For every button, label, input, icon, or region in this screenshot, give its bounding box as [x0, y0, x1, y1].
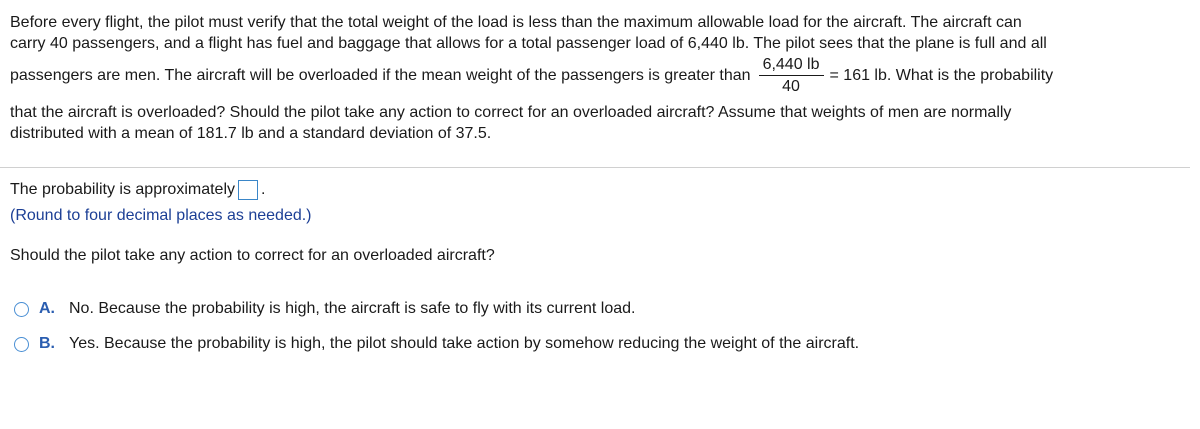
- rounding-hint: (Round to four decimal places as needed.): [10, 207, 312, 224]
- option-b-text: Yes. Because the probability is high, the pilot should take action by somehow reducing the weight of the aircraft.: [69, 335, 860, 352]
- option-a[interactable]: [14, 300, 636, 318]
- problem-line-1: Before every flight, the pilot must verify that the total weight of the load is less than the maximum allowable load for the aircraft. The aircraft can: [10, 14, 1022, 31]
- option-a-radio[interactable]: [14, 302, 29, 317]
- problem-line-3-after: = 161 lb. What is the probability: [829, 66, 1054, 84]
- fraction: [759, 56, 824, 95]
- action-question: Should the pilot take any action to correct for an overloaded aircraft?: [10, 247, 495, 264]
- problem-line-5: distributed with a mean of 181.7 lb and a standard deviation of 37.5.: [10, 125, 492, 142]
- fraction-denominator: 40: [782, 77, 800, 95]
- option-b-radio[interactable]: [14, 337, 29, 352]
- problem-line-3-before: passengers are men. The aircraft will be overloaded if the mean weight of the passengers is greater than: [10, 66, 751, 84]
- option-a-letter: A.: [39, 300, 55, 317]
- problem-statement: [10, 12, 1185, 144]
- answer-prompt: The probability is approximately: [10, 181, 235, 198]
- answer-line: [10, 180, 265, 200]
- fraction-numerator: 6,440 lb: [759, 56, 824, 76]
- option-b[interactable]: [14, 335, 859, 353]
- option-a-text: No. Because the probability is high, the aircraft is safe to fly with its current load.: [69, 300, 636, 317]
- problem-line-3: [10, 56, 1185, 94]
- probability-answer-input[interactable]: [238, 180, 258, 200]
- option-b-letter: B.: [39, 335, 55, 352]
- problem-line-4: that the aircraft is overloaded? Should the pilot take any action to correct for an overloaded aircraft? Assume that weights of men are normally: [10, 104, 1012, 121]
- problem-line-2: carry 40 passengers, and a flight has fuel and baggage that allows for a total passenger load of 6,440 lb. The pilot sees that the plane is full and all: [10, 35, 1047, 52]
- section-divider: [0, 167, 1190, 168]
- answer-period: .: [261, 181, 266, 198]
